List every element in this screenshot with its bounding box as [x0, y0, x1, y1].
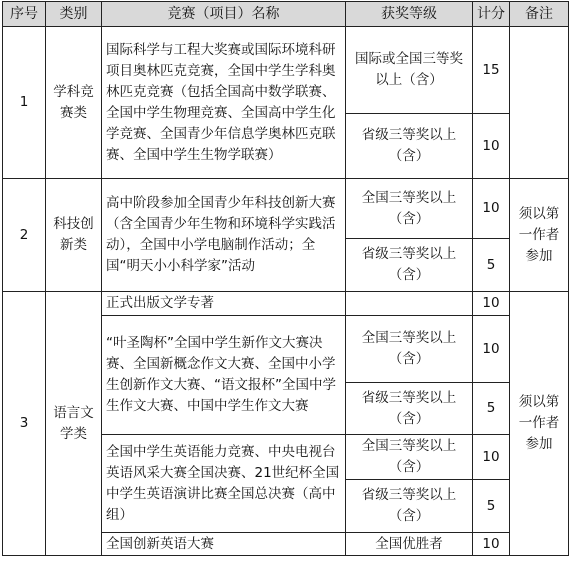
award-level: 全国优胜者 — [346, 533, 473, 556]
competition-name: 高中阶段参加全国青少年科技创新大赛（含全国青少年生物和环境科学实践活动），全国中小学电脑制作活动；全国“明天小小科学家”活动 — [102, 179, 346, 292]
award-level: 全国三等奖以上（含） — [346, 179, 473, 239]
score: 5 — [473, 239, 510, 292]
row-category: 语言文学类 — [46, 292, 102, 556]
competition-name: 全国创新英语大赛 — [102, 533, 346, 556]
competition-name: 国际科学与工程大奖赛或国际环境科研项目奥林匹克竞赛，全国中学生学科奥林匹克竞赛（包括全国高中数学联赛、全国中学生物理竞赛、全国高中学生化学竞赛、全国青少年信息学奥林匹克联赛、全国中学生生物学联赛） — [102, 27, 346, 179]
score: 10 — [473, 533, 510, 556]
award-level — [346, 292, 473, 316]
score: 10 — [473, 179, 510, 239]
award-level: 全国三等奖以上（含） — [346, 316, 473, 383]
award-table — [2, 1, 569, 556]
note — [510, 27, 569, 179]
header-competition-name: 竞赛（项目）名称 — [102, 2, 346, 27]
header-note: 备注 — [510, 2, 569, 27]
score: 10 — [473, 114, 510, 179]
row-no: 3 — [3, 292, 46, 556]
header-score: 计分 — [473, 2, 510, 27]
score: 5 — [473, 480, 510, 533]
row-category: 学科竞赛类 — [46, 27, 102, 179]
score: 5 — [473, 383, 510, 435]
score: 10 — [473, 292, 510, 316]
score: 15 — [473, 27, 510, 114]
header-award-level: 获奖等级 — [346, 2, 473, 27]
competition-name: “叶圣陶杯”全国中学生新作文大赛决赛、全国新概念作文大赛、全国中小学生创新作文大赛、“语文报杯”全国中学生作文大赛、中国中学生作文大赛 — [102, 316, 346, 435]
competition-name: 正式出版文学专著 — [102, 292, 346, 316]
award-level: 省级三等奖以上（含） — [346, 383, 473, 435]
table-row — [3, 292, 569, 316]
award-level: 省级三等奖以上（含） — [346, 239, 473, 292]
header-category: 类别 — [46, 2, 102, 27]
award-level: 国际或全国三等奖以上（含） — [346, 27, 473, 114]
row-no: 2 — [3, 179, 46, 292]
score: 10 — [473, 435, 510, 480]
header-row — [3, 2, 569, 27]
competition-name: 全国中学生英语能力竞赛、中央电视台英语风采大赛全国决赛、21世纪杯全国中学生英语演讲比赛全国总决赛（高中组） — [102, 435, 346, 533]
table-row — [3, 27, 569, 114]
score: 10 — [473, 316, 510, 383]
row-no: 1 — [3, 27, 46, 179]
table-row — [3, 179, 569, 239]
note: 须以第一作者参加 — [510, 179, 569, 292]
header-no: 序号 — [3, 2, 46, 27]
award-level: 全国三等奖以上（含） — [346, 435, 473, 480]
note: 须以第一作者参加 — [510, 292, 569, 556]
award-level: 省级三等奖以上（含） — [346, 114, 473, 179]
award-level: 省级三等奖以上（含） — [346, 480, 473, 533]
row-category: 科技创新类 — [46, 179, 102, 292]
